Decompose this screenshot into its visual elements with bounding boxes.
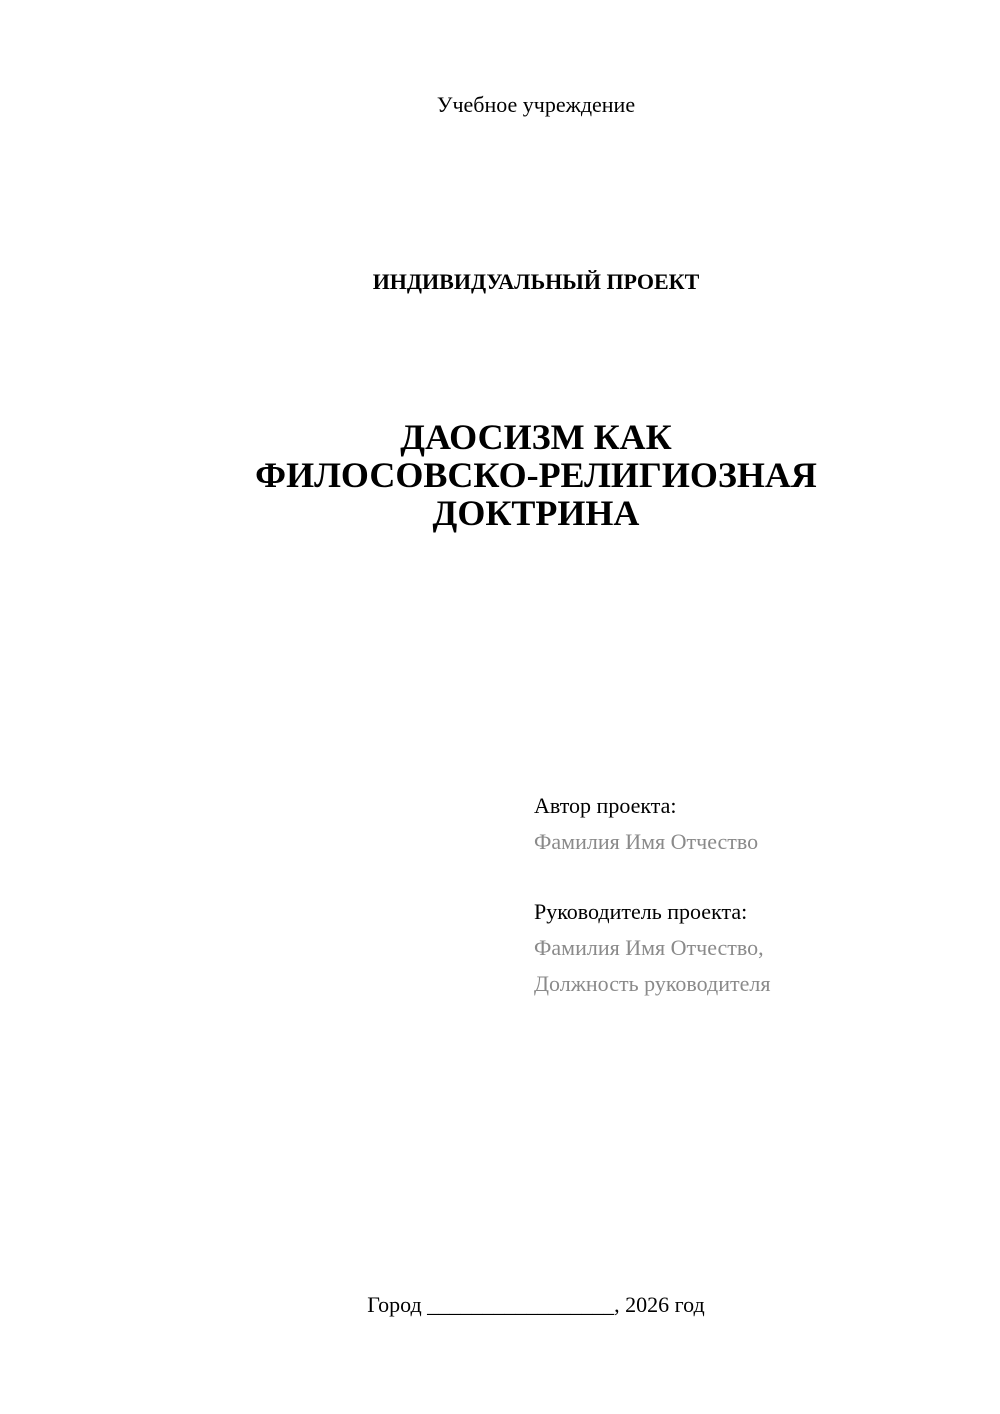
institution-name: Учебное учреждение bbox=[436, 92, 636, 117]
supervisor-position: Должность руководителя bbox=[534, 971, 771, 996]
project-title bbox=[0, 418, 1000, 532]
author-label: Автор проекта: bbox=[534, 793, 677, 818]
credits-block bbox=[534, 788, 770, 1002]
project-type-heading: ИНДИВИДУАЛЬНЫЙ ПРОЕКТ bbox=[372, 269, 700, 294]
supervisor-name: Фамилия Имя Отчество, bbox=[534, 935, 764, 960]
author-name: Фамилия Имя Отчество bbox=[534, 829, 759, 854]
supervisor-label: Руководитель проекта: bbox=[534, 899, 748, 924]
city-year-line: Город _________________, 2026 год bbox=[367, 1292, 705, 1317]
project-title-line-3: ДОКТРИНА bbox=[432, 493, 640, 533]
project-title-line-2: ФИЛОСОВСКО-РЕЛИГИОЗНАЯ bbox=[255, 455, 817, 495]
project-title-line-1: ДАОСИЗМ КАК bbox=[400, 417, 672, 457]
